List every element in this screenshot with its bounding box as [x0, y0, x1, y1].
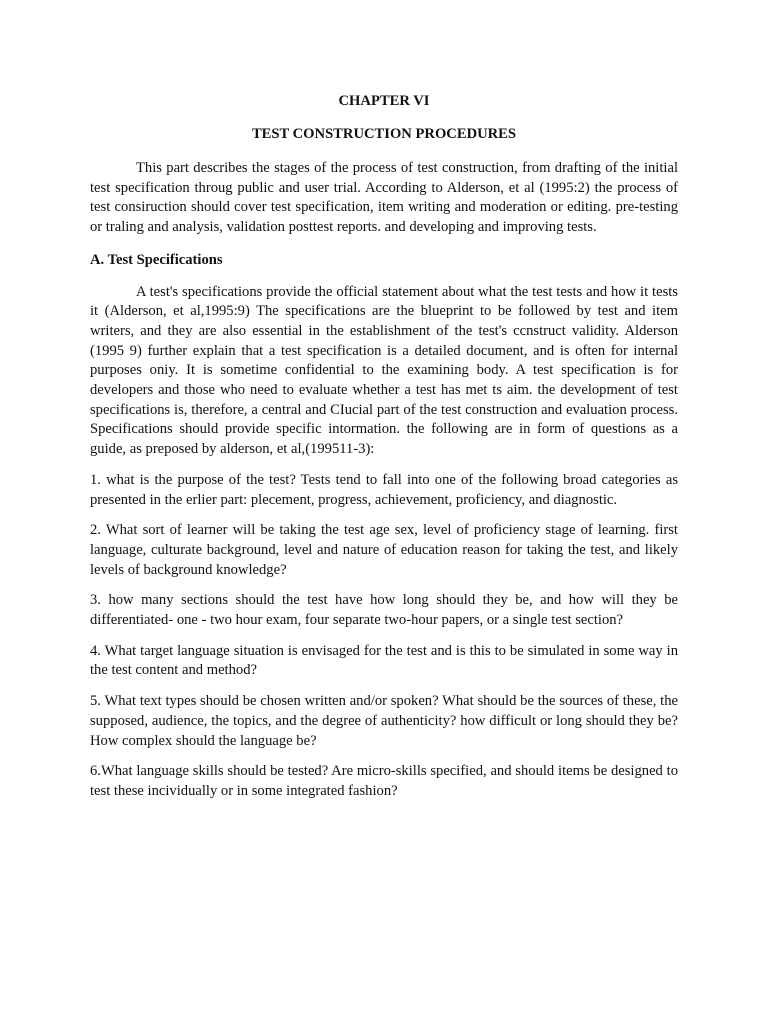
question-item: 3. how many sections should the test have how long should they be, and how will they be differentiated- one - two hour exam, four separate two-hour papers, or a single test section?	[90, 592, 678, 629]
document-body	[90, 159, 678, 802]
section-heading: A. Test Specifications	[90, 251, 223, 268]
question-item: 5. What text types should be chosen written and/or spoken? What should be the sources of these, the supposed, audience, the topics, and the degree of authenticity? how difficult or long should they be? How complex should the language be?	[90, 693, 678, 749]
intro-paragraph: This part describes the stages of the process of test construction, from drafting of the initial test specification throug public and user trial. According to Alderson, et al (1995:2) the process of test consiruction should cover test specification, item writing and moderation or editing. pre-testing or traling and analysis, validation posttest reports. and developing and improving tests.	[90, 160, 678, 236]
question-item: 4. What target language situation is envisaged for the test and is this to be simulated in some way in the test content and method?	[90, 642, 678, 679]
section-paragraph: A test's specifications provide the official statement about what the test tests and how it tests it (Alderson, et al,1995:9) The specifications are the blueprint to be followed by test and item writers, and they are also essential in the establishment of the test's ccnstruct validity. Alderson (1995 9) further explain that a test specification is a detailed document, and is often for internal purposes oniy. It is sometime confidential to the examining body. A test specification is for developers and those who need to evaluate whether a test has met ts aim. the development of test specifications is, therefore, a central and CIucial part of the test construction and evaluation process. Specifications should provide specific intormation. the following are in form of questions as a guide, as preposed by alderson, et al,(199511-3):	[90, 283, 678, 458]
question-item: 2. What sort of learner will be taking the test age sex, level of proficiency stage of learning. first language, culturate background, level and nature of education reason for taking the test, and likely levels of background knowledge?	[90, 522, 678, 578]
chapter-title: TEST CONSTRUCTION PROCEDURES	[251, 126, 517, 142]
chapter-heading: CHAPTER VI	[338, 93, 430, 109]
question-item: 1. what is the purpose of the test? Tests tend to fall into one of the following broad categories as presented in the erlier part: plecement, progress, achievement, proficiency, and diagnostic.	[90, 471, 678, 508]
question-item: 6.What language skills should be tested? Are micro-skills specified, and should items be designed to test these incividually or in some integrated fashion?	[90, 763, 678, 799]
